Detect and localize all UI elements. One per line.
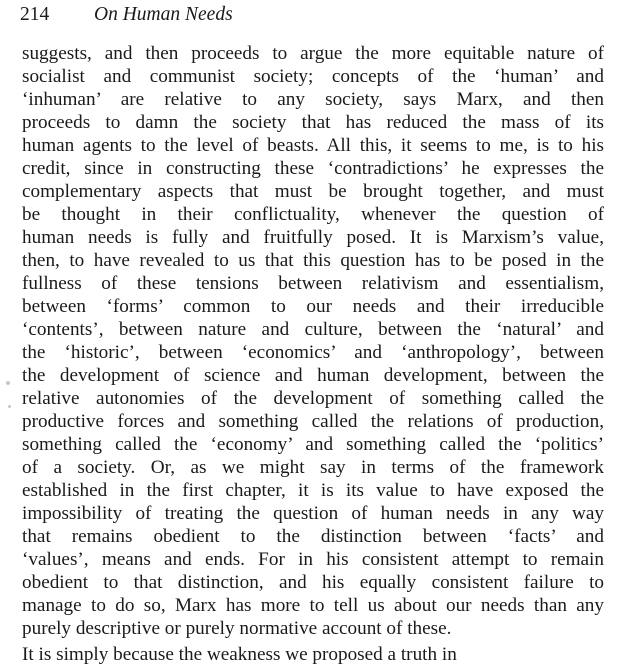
partial-next-line: It is simply because the weakness we proposed a truth in <box>22 644 457 665</box>
text-line: productive forces and something called the relations of production, <box>22 411 604 432</box>
text-line: human needs is fully and fruitfully posed. It is Marxism’s value, <box>22 227 604 248</box>
text-line: the development of science and human development, between the <box>22 365 604 386</box>
text-line: manage to do so, Marx has more to tell us about our needs than any <box>22 595 604 616</box>
text-line: obedient to that distinction, and his equally consistent failure to <box>22 572 604 593</box>
text-line: between ‘forms’ common to our needs and their irreducible <box>22 296 604 317</box>
text-line: complementary aspects that must be brought together, and must <box>22 181 604 202</box>
page-number: 214 <box>20 4 50 25</box>
text-line: that remains obedient to the distinction between ‘facts’ and <box>22 526 604 547</box>
running-head <box>20 2 233 28</box>
text-line: be thought in their conflictuality, whenever the question of <box>22 204 604 225</box>
text-line: proceeds to damn the society that has reduced the mass of its <box>22 112 604 133</box>
margin-speck <box>8 405 11 408</box>
text-line: fullness of these tensions between relativism and essentialism, <box>22 273 604 294</box>
text-line: established in the first chapter, it is its value to have exposed the <box>22 480 604 501</box>
text-line: suggests, and then proceeds to argue the more equitable nature of <box>22 43 604 64</box>
text-line: ‘contents’, between nature and culture, between the ‘natural’ and <box>22 319 604 340</box>
text-line: socialist and communist society; concepts of the ‘human’ and <box>22 66 604 87</box>
text-line: something called the ‘economy’ and something called the ‘politics’ <box>22 434 604 455</box>
text-line: then, to have revealed to us that this question has to be posed in the <box>22 250 604 271</box>
text-line: impossibility of treating the question of human needs in any way <box>22 503 604 524</box>
text-line: relative autonomies of the development of something called the <box>22 388 604 409</box>
running-title: On Human Needs <box>94 4 233 25</box>
text-line: human agents to the level of beasts. All this, it seems to me, is to his <box>22 135 604 156</box>
text-line: credit, since in constructing these ‘contradictions’ he expresses the <box>22 158 604 179</box>
text-line: ‘values’, means and ends. For in his consistent attempt to remain <box>22 549 604 570</box>
margin-speck <box>6 381 10 385</box>
body-paragraph <box>22 42 604 665</box>
text-line: purely descriptive or purely normative account of these. <box>22 618 452 639</box>
text-line: the ‘historic’, between ‘economics’ and ‘anthropology’, between <box>22 342 604 363</box>
text-line: of a society. Or, as we might say in terms of the framework <box>22 457 604 478</box>
text-line: ‘inhuman’ are relative to any society, says Marx, and then <box>22 89 604 110</box>
